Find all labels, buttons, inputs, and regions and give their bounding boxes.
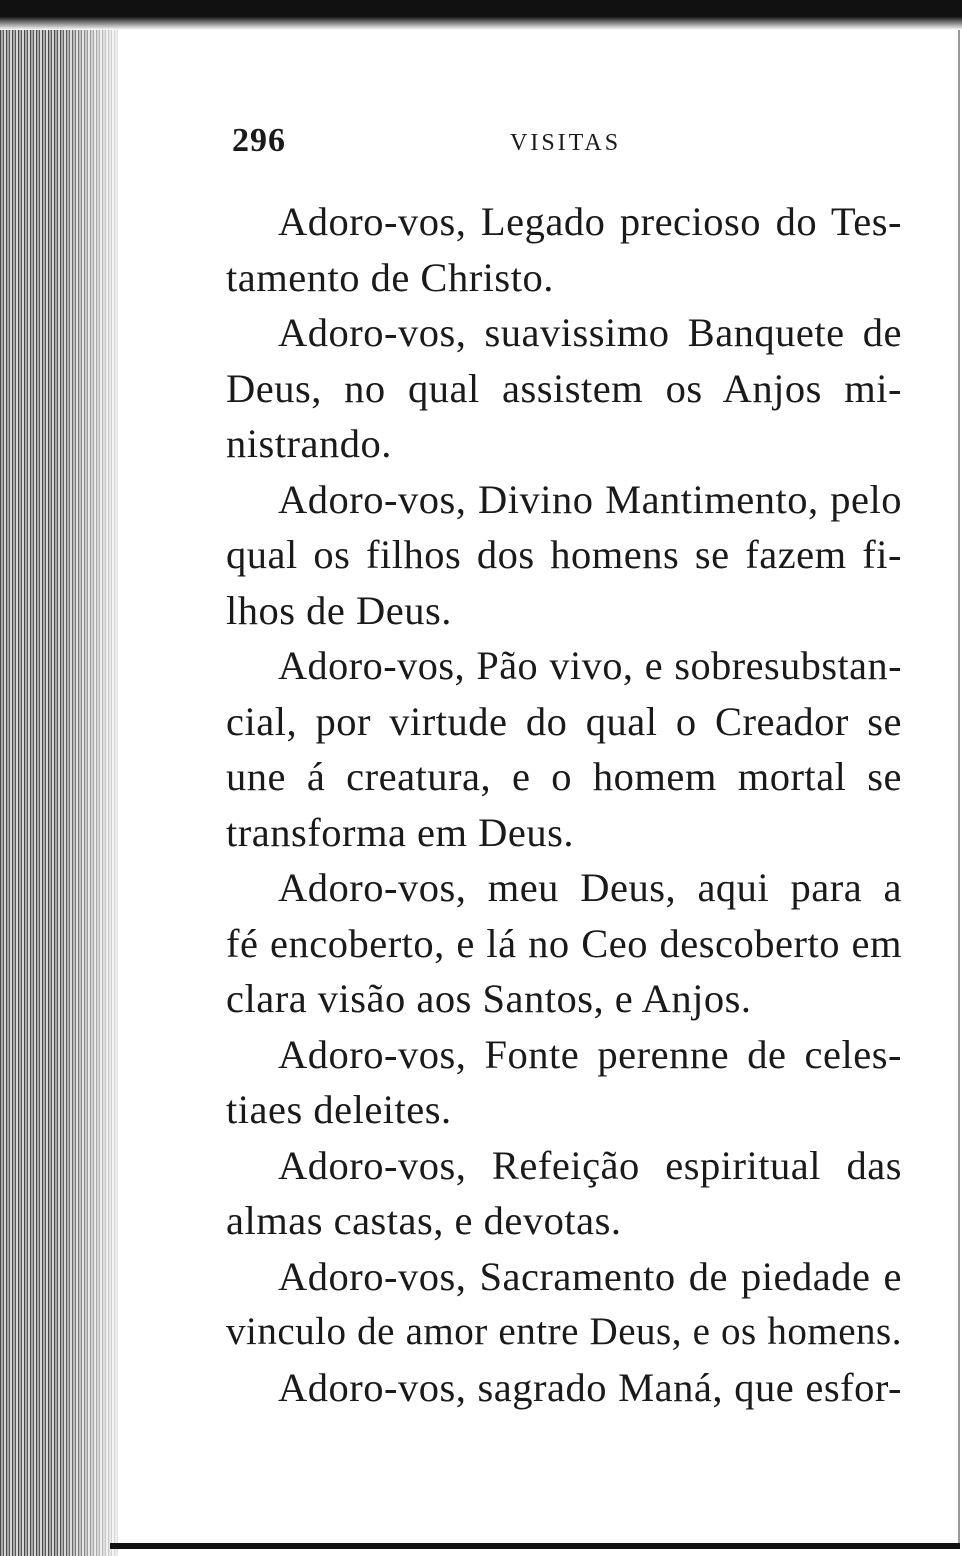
text-line: Adoro-vos, Divino Mantimento, pelo bbox=[278, 476, 902, 522]
paragraph bbox=[226, 194, 902, 305]
text-line: une á creatura, e o homem mortal se bbox=[226, 754, 902, 799]
text-line: clara visão aos Santos, e Anjos. bbox=[226, 976, 752, 1021]
text-line: almas castas, e devotas. bbox=[226, 1198, 622, 1243]
page-right-edge bbox=[958, 30, 960, 1545]
text-line: Deus, no qual assistem os Anjos mi- bbox=[226, 365, 902, 411]
paragraph bbox=[226, 1027, 902, 1138]
text-line: vinculo de amor entre Deus, e os homens. bbox=[226, 1310, 902, 1353]
page-number: 296 bbox=[232, 122, 286, 159]
paragraph bbox=[226, 1360, 902, 1416]
body-text bbox=[226, 194, 902, 1415]
text-line: lhos de Deus. bbox=[226, 587, 452, 633]
text-line: tamento de Christo. bbox=[226, 254, 554, 300]
text-line: Adoro-vos, Pão vivo, e sobresubstan- bbox=[278, 643, 902, 688]
text-line: tiaes deleites. bbox=[226, 1087, 452, 1132]
paragraph bbox=[226, 1249, 902, 1360]
text-line: Adoro-vos, Fonte perenne de celes- bbox=[278, 1031, 902, 1077]
text-line: qual os filhos dos homens se fazem fi- bbox=[226, 532, 902, 577]
text-line: cial, por virtude do qual o Creador se bbox=[226, 698, 902, 744]
page-top-edge bbox=[0, 0, 962, 30]
text-line: nistrando. bbox=[226, 421, 392, 466]
text-line: Adoro-vos, Sacramento de piedade e bbox=[278, 1253, 902, 1299]
paragraph bbox=[226, 1138, 902, 1249]
text-line: Adoro-vos, Legado precioso do Tes- bbox=[278, 199, 902, 244]
text-line: Adoro-vos, meu Deus, aqui para a bbox=[278, 865, 902, 910]
running-head-title: VISITAS bbox=[510, 130, 622, 156]
paragraph bbox=[226, 305, 902, 472]
text-line: Adoro-vos, sagrado Maná, que esfor- bbox=[278, 1364, 902, 1410]
gutter-shadow bbox=[60, 0, 130, 1556]
paragraph bbox=[226, 638, 902, 860]
text-line: fé encoberto, e lá no Ceo descoberto em bbox=[226, 920, 902, 966]
running-head bbox=[226, 112, 902, 172]
paragraph bbox=[226, 860, 902, 1027]
book-page bbox=[226, 112, 902, 1415]
page-bottom-edge bbox=[110, 1543, 960, 1549]
text-line: Adoro-vos, suavissimo Banquete de bbox=[278, 310, 902, 355]
text-line: transforma em Deus. bbox=[226, 809, 575, 855]
text-line: Adoro-vos, Refeição espiritual das bbox=[278, 1142, 902, 1188]
paragraph bbox=[226, 472, 902, 639]
